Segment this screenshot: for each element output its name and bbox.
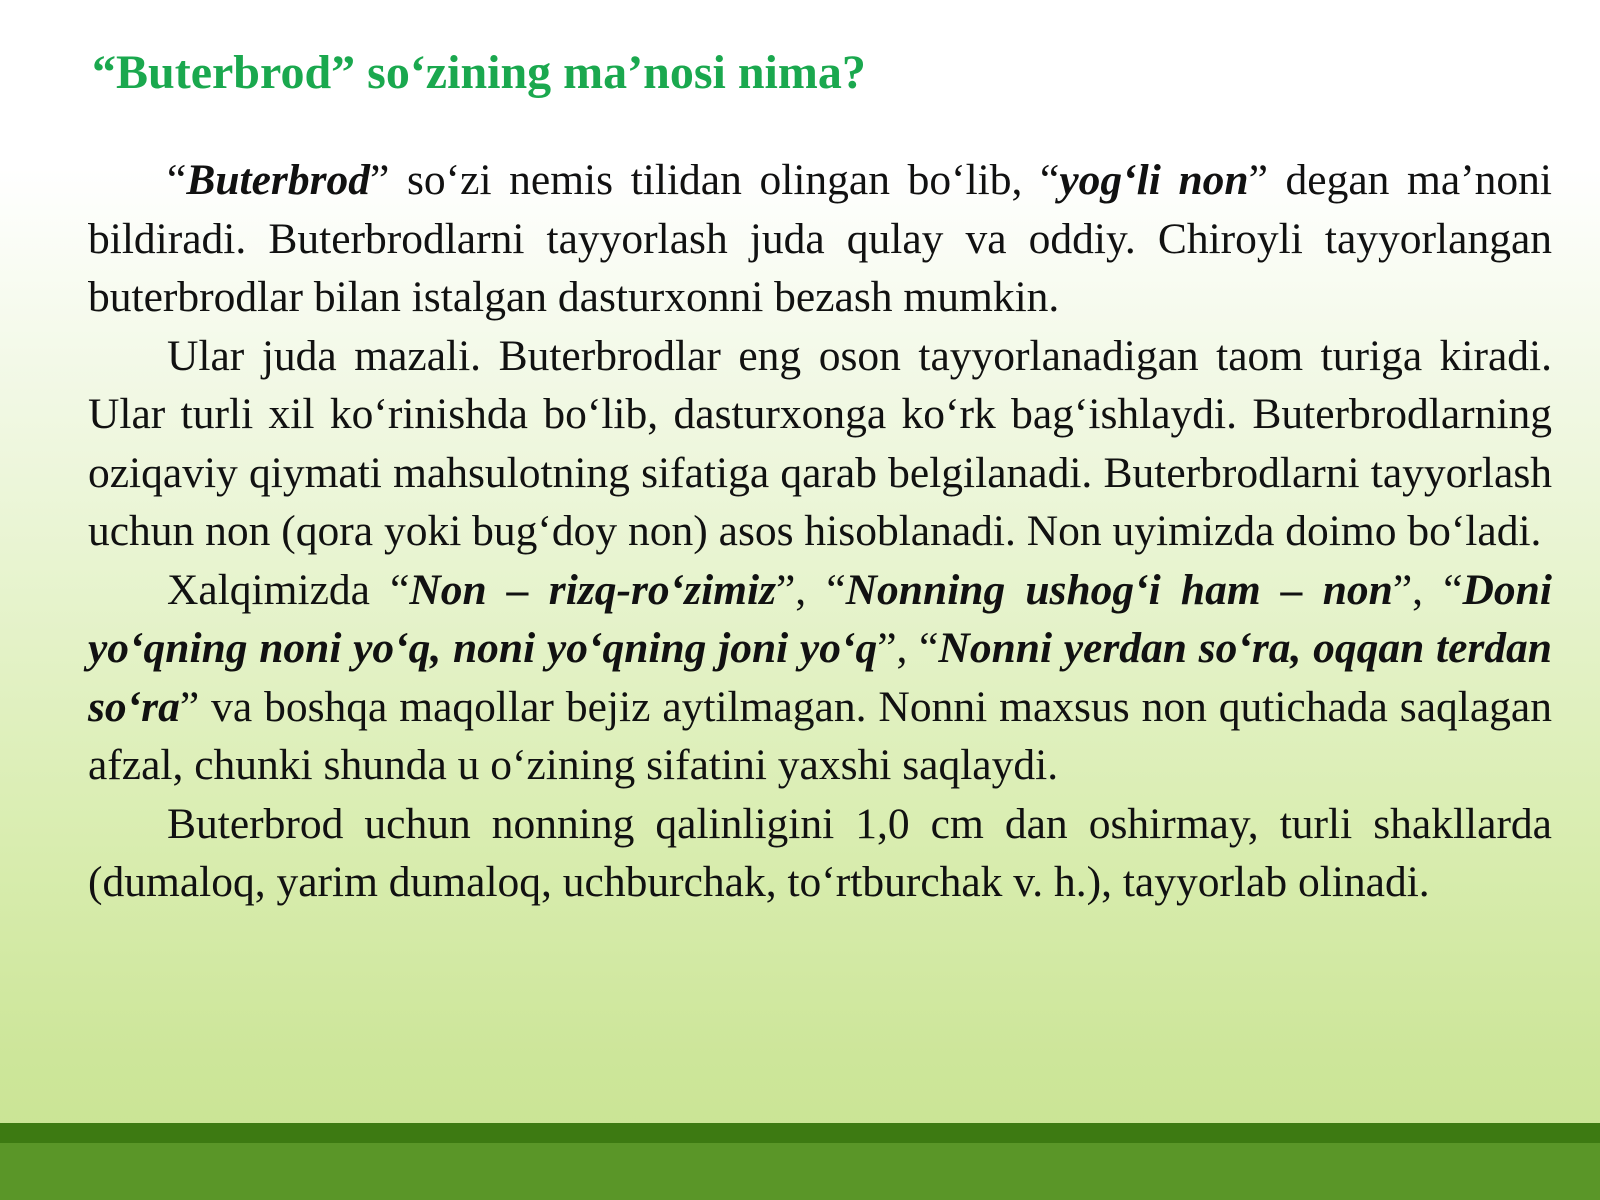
text-segment: ”, “ (1392, 565, 1463, 614)
emphasized-text: Buterbrod (186, 156, 371, 204)
emphasized-text: Non – rizq-ro‘zimiz (409, 565, 776, 614)
text-segment: ”, “ (776, 565, 846, 614)
paragraph (88, 795, 1552, 912)
paragraph (88, 561, 1552, 795)
emphasized-text: yog‘li non (1059, 156, 1249, 204)
text-segment: Xalqimizda “ (167, 565, 410, 614)
text-segment: “ (167, 156, 187, 204)
footer-band-dark (0, 1123, 1600, 1143)
slide-body (88, 151, 1552, 912)
paragraph (88, 151, 1552, 327)
paragraph (88, 327, 1552, 561)
emphasized-text: Doni yo‘qning noni yo‘q, noni yo‘qning joni yo‘q (88, 565, 1552, 672)
emphasized-text: Nonni yerdan so‘ra, oqqan terdan so‘ra (88, 624, 1553, 731)
footer-band (0, 1143, 1600, 1200)
text-segment: ” va boshqa maqollar bejiz aytilmagan. Nonni maxsus non qutichada saqlagan afzal, chunki shunda u o‘zining sifatini yaxshi saqlaydi. (88, 682, 1552, 789)
emphasized-text: Nonning ushog‘i ham – non (845, 565, 1393, 614)
text-segment: ” so‘zi nemis tilidan olingan bo‘lib, “ (370, 156, 1060, 204)
text-segment: ” degan ma’noni bildiradi. Buterbrodlarni tayyorlash juda qulay va oddiy. Chiroyli tayyorlangan buterbrodlar bilan istalgan dasturxonni bezash mumkin. (88, 156, 1553, 321)
text-segment: Buterbrod uchun nonning qalinligini 1,0 cm dan oshirmay, turli shakllarda (dumaloq, yarim dumaloq, uchburchak, to‘rtburchak v. h.), tayyorlab olinadi. (88, 799, 1552, 906)
text-segment: ”, “ (877, 624, 939, 672)
slide-title: “Buterbrod” so‘zining ma’nosi nima? (92, 46, 866, 99)
text-segment: Ular juda mazali. Buterbrodlar eng oson tayyorlanadigan taom turiga kiradi. Ular turli xil ko‘rinishda bo‘lib, dasturxonga ko‘rk bag‘ishlaydi. Buterbrodlarning oziqaviy qiymati mahsulotning sifatiga qarab belgilanadi. Buterbrodlarni tayyorlash uchun non (qora yoki bug‘doy non) asos hisoblanadi. Non uyimizda doimo bo‘ladi. (88, 331, 1552, 555)
